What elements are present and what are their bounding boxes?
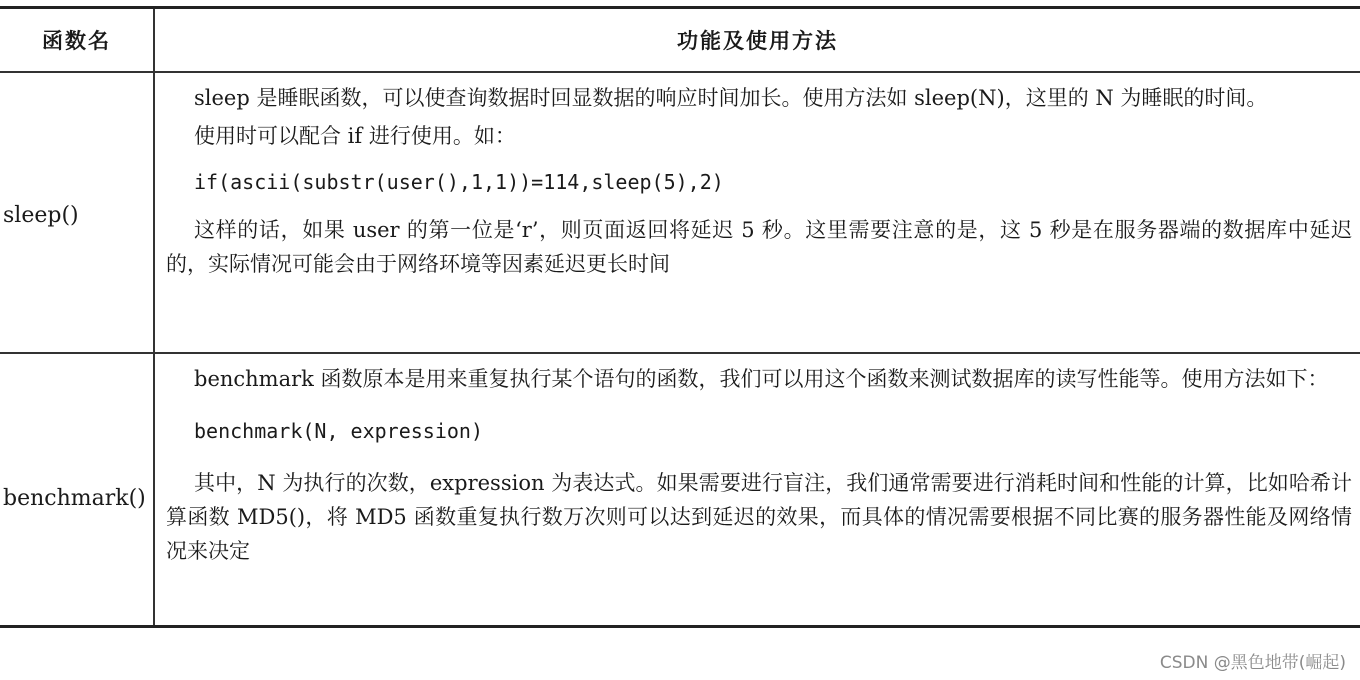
description-paragraph: benchmark 函数原本是用来重复执行某个语句的函数，我们可以用这个函数来测试数据库的读写性能等。使用方法如下： [194,367,1329,391]
description-paragraph: 使用时可以配合 if 进行使用。如： [194,124,516,148]
table-header-row [0,9,1360,73]
function-description-cell [166,362,1352,568]
function-name-cell: benchmark() [3,486,146,511]
function-name-cell: sleep() [3,203,79,228]
csdn-watermark: CSDN @黑色地带(崛起) [1159,653,1346,673]
function-description-cell [166,81,1352,281]
header-function-name: 函数名 [42,29,111,53]
table-row [0,354,1360,625]
description-paragraph: sleep 是睡眠函数，可以使查询数据时回显数据的响应时间加长。使用方法如 sleep(N)，这里的 N 为睡眠的时间。 [194,86,1268,110]
code-example: benchmark(N, expression) [194,419,483,443]
table-row [0,73,1360,354]
description-paragraph: 其中，N 为执行的次数，expression 为表达式。如果需要进行盲注，我们通常需要进行消耗时间和性能的计算，比如哈希计算函数 MD5()，将 MD5 函数重复执行数万次则可以达到延迟的效果，而具体的情况需要根据不同比赛的服务器性能及网络情况来决定 [166,471,1352,563]
header-function-description: 功能及使用方法 [677,29,838,53]
description-paragraph: 这样的话，如果 user 的第一位是‘r’，则页面返回将延迟 5 秒。这里需要注意的是，这 5 秒是在服务器端的数据库中延迟的，实际情况可能会由于网络环境等因素延迟更长时间 [166,218,1352,276]
code-example: if(ascii(substr(user(),1,1))=114,sleep(5),2) [194,170,724,194]
function-table [0,6,1360,628]
